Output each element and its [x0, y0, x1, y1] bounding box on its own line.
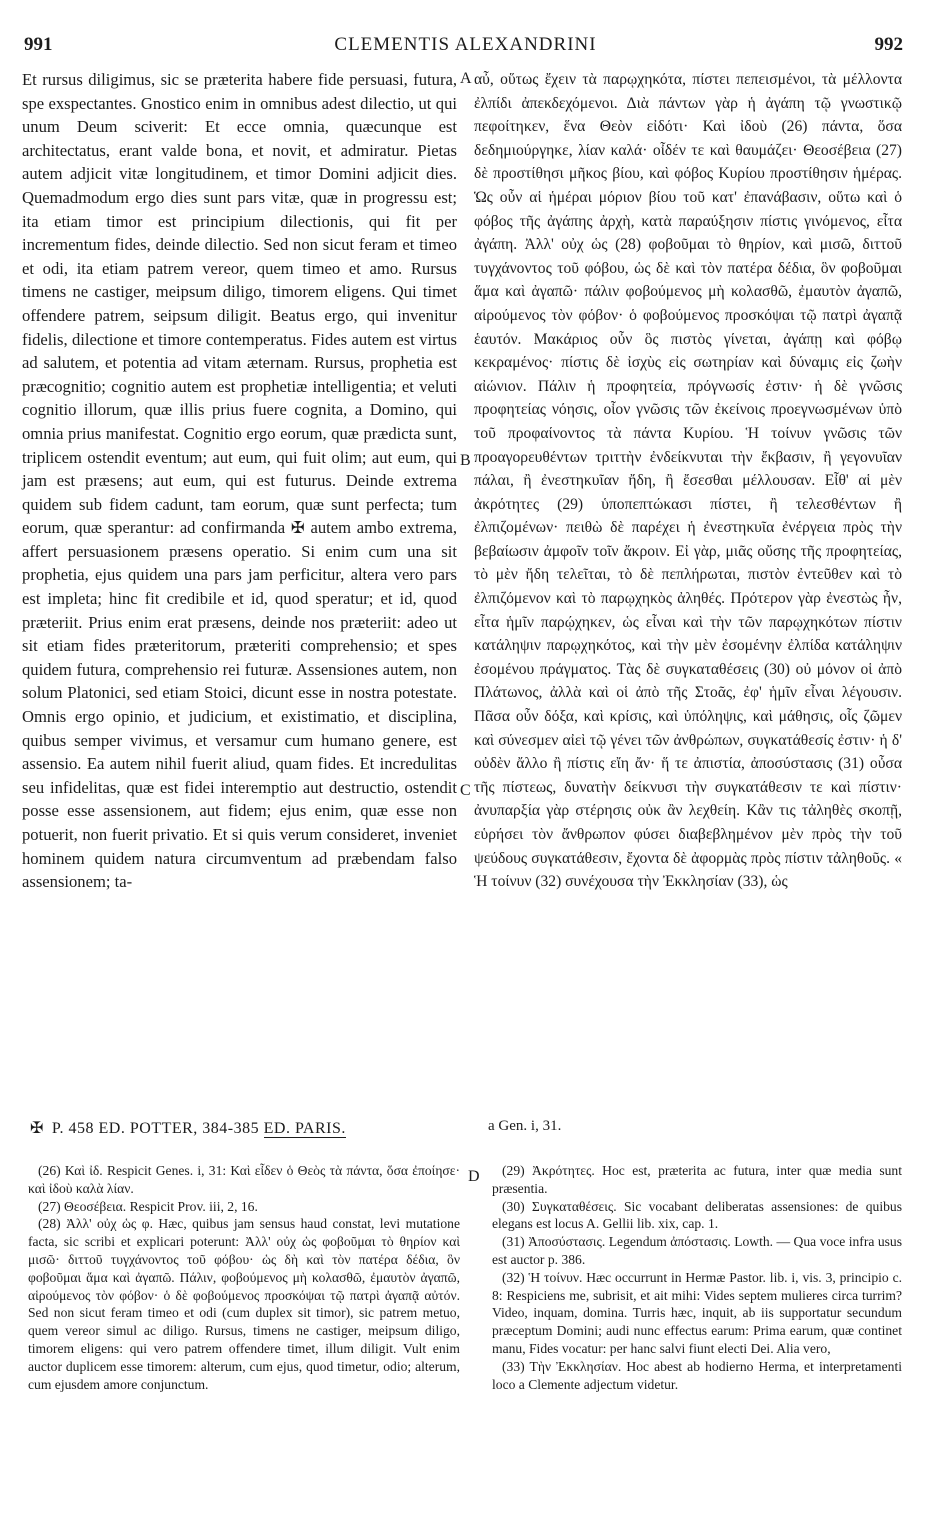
footnote: (28) Ἀλλ' οὐχ ὡς φ. Hæc, quibus jam sensus haud constat, levi mutatione facta, sic scribi et explicari poterunt: Ἀλλ' οὐχ ὡς φοβοῦμαι τὸ θηρίον καὶ μισῶ· διττοῦ τυγχάνοντος τοῦ φόβου· ὡς δὴ καὶ τὸν πατέρα δέδια, ὃν φοβοῦμαι ἅμα καὶ ἀγαπῶ. Πάλιν, φοβούμενος μὴ κολασθῶ, ἐμαυτὸν ἀγαπῶ, αἱρούμενος τὸν φόβον· ὁ δὲ φοβούμενος προσκόψαι τῷ πατρὶ ἀγαπᾷ αὐτόν. Sed non sicut feram timeo et odi (cum duplex sit timor), sic patrem metuo, quem vereor simul ac diligo. Rursus, timens ne castiger, meipsum diligo, timorem eligens: qui vero patrem offendere timet, illum diligit. Vult enim auctor duplicem esse timorem: alterum, cum ejus, quod timetur, odio; alterum, cum ejusdem amore conjunctum.: [28, 1216, 460, 1392]
section-marker-b: B: [460, 452, 471, 469]
cross-icon: ✠: [30, 1120, 44, 1137]
footnote: (29) Ἀκρότητες. Hoc est, præterita ac futura, inter quæ media sunt præsentia.: [492, 1163, 902, 1196]
edition-reference: [30, 1118, 346, 1138]
edition-text: P. 458 ED. POTTER, 384-385: [51, 1120, 260, 1137]
page-number-right: 992: [874, 34, 903, 55]
greek-text: αὖ, οὕτως ἔχειν τὰ παρῳχηκότα, πίστει πεπεισμένοι, τὰ μέλλοντα ἐλπίδι ἀπεκδεχόμενοι. Διὰ πάντων γὰρ ἡ ἀγάπη τῷ γνωστικῷ πεφοίτηκεν, ἕνα Θεὸν εἰδότι· Καὶ ἰδοὺ (26) πάντα, ὅσα δεδημιούργηκε, λίαν καλά· οἶδέν τε καὶ θαυμάζει· Θεοσέβεια (27) δὲ προστίθησι μῆκος βίου, καὶ φόβος Κυρίου προστίθησιν ἡμέρας. Ὡς οὖν αἱ ἡμέραι μόριον βίου τοῦ κατ' ἐπανάβασιν, οὕτω καὶ ὁ φόβος τῆς ἀγάπης ἀρχὴ, κατὰ παραύξησιν πίστις γινόμενος, εἶτα ἀγάπη. Ἀλλ' οὐχ ὡς (28) φοβοῦμαι τὸ θηρίον, καὶ μισῶ, διττοῦ τυγχάνοντος τοῦ φόβου, ὡς δὲ καὶ τὸν πατέρα δέδια, ὃν φοβοῦμαι ἅμα καὶ ἀγαπῶ· πάλιν φοβούμενος μὴ κολασθῶ, ἐμαυτὸν ἀγαπῶ, αἱρούμενος τὸν φόβον· ὁ φοβούμενος προσκόψαι τῷ πατρὶ ἀγαπᾷ ἑαυτόν. Μακάριος οὖν ὃς πιστὸς γίνεται, ἀγάπῃ καὶ φόβῳ κεκραμένος· πίστις δὲ ἰσχὺς εἰς σωτηρίαν καὶ δύναμις εἰς ζωὴν αἰώνιον. Πάλιν ἡ προφητεία, πρόγνωσίς ἐστιν· ἡ δὲ γνῶσις προφητείας νόησις, οἷον γνῶσις τῶν ἐκείνοις προεγνωσμένων ὑπὸ τοῦ προφαίνοντος τὰ πάντα Κυρίου. Ἡ τοίνυν γνῶσις τῶν προαγορευθέντων τριττὴν ἐνδείκνυται τὴν ἔκβασιν, ἢ γεγονυῖαν πάλαι, ἢ ἐνεστηκυῖαν ἤδη, ἢ ἔσεσθαι μέλλουσαν. Εἶθ' αἱ μὲν ἀκρότητες (29) ὑποπεπτώκασι πίστει, ἢ τελεσθέντων ἢ ἐλπιζομένων· πειθὼ δὲ παρέχει ἡ ἐνεστηκυῖα ἐνέργεια πρὸς τὴν βεβαίωσιν ἀμφοῖν τοῖν ἄκροιν. Εἰ γὰρ, μιᾶς οὔσης τῆς προφητείας, τὸ μὲν ἤδη τελεῖται, τὸ δὲ πεπλήρωται, πιστὸν ἐντεῦθεν καὶ τὸ ἐλπιζόμενον καὶ τὸ παρῳχηκὸς ἀληθές. Πρότερον γὰρ ἐνεστὼς ἦν, εἶτα ἡμῖν παρῴχηκεν, ὡς εἶναι καὶ τὴν τῶν παρῳχηκότων πίστιν κατάληψιν παρῳχηκότος, καὶ τὴν μὲν ἐσομένην ἐλπίδα κατάληψιν ἐσομένου πράγματος. Τὰς δὲ συγκαταθέσεις (30) οὐ μόνον οἱ ἀπὸ Πλάτωνος, ἀλλὰ καὶ οἱ ἀπὸ τῆς Στοᾶς, ἐφ' ἡμῖν εἶναι λέγουσιν. Πᾶσα οὖν δόξα, καὶ κρίσις, καὶ ὑπόληψις, καὶ μάθησις, οἷς ζῶμεν καὶ σύνεσμεν αἰεὶ τῷ γένει τῶν ἀνθρώπων, συγκατάθεσίς ἐστιν· ἡ δ' οὐδὲν ἄλλο ἢ πίστις εἴη ἄν· ἥ τε ἀπιστία, ἀποσύστασις (31) οὖσα τῆς πίστεως, δυνατὴν δείκνυσι τὴν συγκατάθεσιν τε καὶ πίστιν· ἀνυπαρξία γὰρ στέρησις οὐκ ἂν λεχθείη. Κἂν τις τἀληθὲς σκοπῇ, εὑρήσει τὸν ἄνθρωπον φύσει διαβεβλημένον μὲν πρὸς τὴν τοῦ ψεύδους συγκατάθεσιν, ἔχοντα δὲ ἀφορμὰς πρὸς πίστιν τἀληθοῦς. « Ἡ τοίνυν (32) συνέχουσα τὴν Ἐκκλησίαν (33), ὡς: [474, 71, 902, 891]
section-marker-a: A: [460, 70, 472, 87]
footnotes-right: [492, 1162, 902, 1393]
footnote: (33) Τὴν Ἐκκλησίαν. Hoc abest ab hodierno Herma, et interpretamenti loco a Clemente adjectum videtur.: [492, 1358, 902, 1392]
latin-text: Et rursus diligimus, sic se præterita habere fide persuasi, futura, spe exspectantes. Gnostico enim in omnibus adest dilectio, ut qui unum Deum sciverit: Et ecce omnia, quæcunque est architectatus, erant valde bona, et novit, et admiratur. Pietas autem adjicit vitæ longitudinem, et timor Domini adjicit dies. Quemadmodum ergo dies sunt pars vitæ, quæ in progressu est; ita etiam timor est principium dilectionis, qui fit per incrementum fides, deinde dilectio. Sed non sicut feram et timeo et odi, ita etiam patrem vereor, quem timeo et amo. Rursus timens ne castiger, meipsum diligo, timorem eligens. Qui timet offendere patrem, seipsum diligit. Beatus ergo, qui invenitur fidelis, dilectione et timore contemperatus. Fides autem est virtus ad salutem, et potentia ad vitam æternam. Rursus, prophetia est præcognitio; cognitio autem est prophetiæ intelligentia; et veluti cognitio illorum, quæ illis prius fuere cognita, a Domino, qui omnia prius manifestat. Cognitio ergo eorum, quæ prædicta sunt, triplicem ostendit eventum; aut eum, qui fuit olim; aut eum, qui jam est præsens; aut eum, qui est futurus. Deinde extrema quidem sub fidem cadunt, tam eorum, quæ sunt perfecta; tum eorum, quæ sperantur: ad confirmanda ✠ autem ambo extrema, affert persuasionem præsens operatio. Si enim cum una sit prophetia, ejus quidem una pars jam perficitur, altera vero pars est impleta; hinc fit credibile et id, quod speratur; et id, quod præteriit. Prius enim erat præsens, deinde nos præteriit: adeo ut sit etiam fides præteritorum, præteriti comprehensio; et spes quidem futura, comprehensio rei futuræ. Assensiones autem, non solum Platonici, sed etiam Stoici, dicunt esse in nostra potestate. Omnis ergo opinio, et judicium, et existimatio, et disciplina, quibus semper vivimus, et versamur cum humano genere, est assensio. Ea autem nihil fuerit aliud, quam fides. Et incredulitas seu infidelitas, quæ est fidei interemptio aut destructio, ostendit posse esse assensionem, aut fidem; ejus enim, quæ esse non potuerit, non fuerit privatio. Et si quis verum consideret, inveniet hominem quidem natura circumventum ad præbendam falso assensionem; ta-: [22, 70, 457, 892]
footnote: (27) Θεοσέβεια. Respicit Prov. iii, 2, 16.: [38, 1198, 258, 1214]
latin-column: [22, 68, 457, 894]
running-title: CLEMENTIS ALEXANDRINI: [334, 34, 597, 55]
greek-column: [474, 68, 902, 894]
edition-text-underlined: ED. PARIS.: [263, 1120, 346, 1137]
footnote: (30) Συγκαταθέσεις. Sic vocabant deliberatas assensiones: de quibus elegans est locus A. Gellii lib. xix, cap. 1.: [492, 1198, 902, 1232]
scripture-reference: a Gen. i, 31.: [488, 1118, 562, 1134]
page-header: [0, 34, 931, 64]
footnotes-left: [28, 1162, 460, 1393]
section-marker-d: D: [468, 1168, 480, 1185]
footnote: (32) Ἡ τοίνυν. Hæc occurrunt in Hermæ Pastor. lib. i, vis. 3, principio c. 8: Respiciens me, subrisit, et ait mihi: Vides septem mulieres circa turrim? Video, inquam, domina. Turris hæc, inquit, ab iis supportatur secundum præceptum Domini; audi nunc effectus earum: Prima earum, quæ continet manu, Fides vocatur: per hanc salvi fiunt electi Dei. Alia vero,: [492, 1269, 902, 1356]
footnote: (31) Ἀποσύστασις. Legendum ἀπόστασις. Lowth. — Qua voce infra usus est auctor p. 386.: [492, 1234, 902, 1267]
footnote: (26) Καὶ ἰδ. Respicit Genes. i, 31: Καὶ εἶδεν ὁ Θεὸς τὰ πάντα, ὅσα ἐποίησε· καὶ ἰδοὺ καλὰ λίαν.: [28, 1163, 460, 1196]
section-marker-c: C: [460, 782, 471, 799]
page-number-left: 991: [24, 34, 53, 55]
